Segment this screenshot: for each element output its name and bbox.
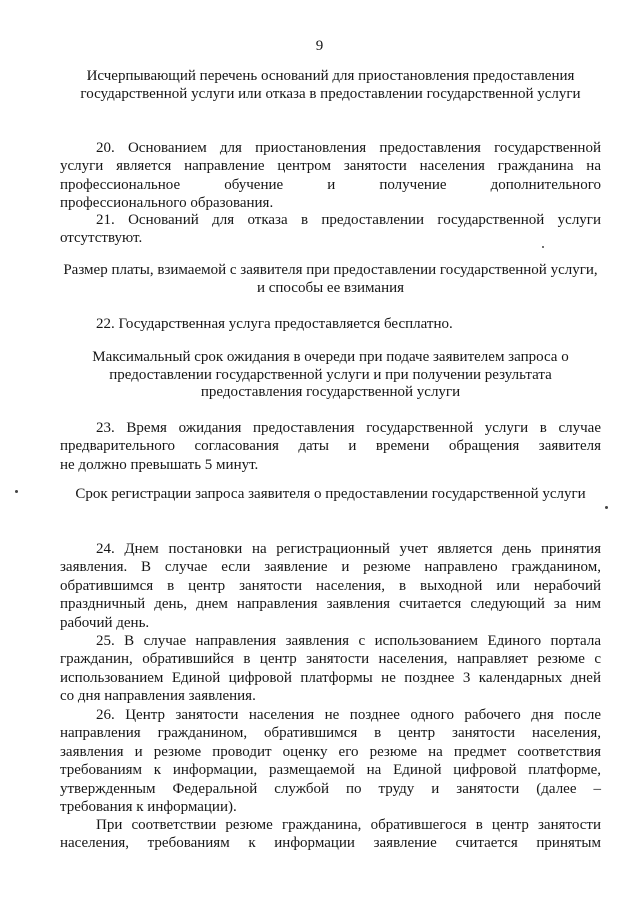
paragraph-22	[96, 315, 601, 333]
scan-speck	[605, 506, 608, 509]
paragraph-25	[60, 632, 601, 706]
paragraph-27-line-2: населения, требованиям к информации заявление считается принятым	[60, 835, 601, 852]
paragraph-27-line-1: При соответствии резюме гражданина, обратившегося в центр занятости	[96, 817, 601, 833]
paragraph-25-line-4: со дня направления заявления.	[60, 688, 256, 705]
paragraph-24-line-2: заявления. В случае если заявление и резюме направлено гражданином,	[60, 559, 601, 576]
paragraph-23-line-2: предварительного согласования даты и времени обращения заявителя	[60, 438, 601, 455]
paragraph-26-line-2: направления гражданином, обратившимся в центр занятости населения,	[60, 725, 601, 742]
paragraph-25-line-1: 25. В случае направления заявления с использованием Единого портала	[96, 633, 601, 649]
paragraph-26-line-3: заявления и резюме проводит оценку его резюме на предмет соответствия	[60, 743, 601, 760]
paragraph-24-line-1: 24. Днем постановки на регистрационный учет является день принятия	[96, 541, 601, 557]
heading-registration-term: Срок регистрации запроса заявителя о предоставлении государственной услуги	[75, 486, 586, 502]
paragraph-24-line-3: обратившимся в центр занятости населения, в выходной или нерабочий	[60, 577, 601, 594]
paragraph-26-line-1: 26. Центр занятости населения не позднее одного рабочего дня после	[96, 707, 601, 723]
paragraph-25-line-3: использованием Единой цифровой платформы не позднее 3 календарных дней	[60, 669, 601, 686]
scan-speck	[15, 490, 18, 493]
heading-suspension-grounds: Исчерпывающий перечень оснований для приостановления предоставления государственной услуги или отказа в предоставлении государственной услуги	[80, 68, 581, 102]
paragraph-24-line-5: рабочий день.	[60, 614, 150, 631]
page-number: 9	[315, 38, 324, 54]
paragraph-21	[60, 211, 601, 248]
paragraph-23-line-1: 23. Время ожидания предоставления государственной услуги в случае	[96, 420, 601, 436]
paragraph-25-line-2: гражданин, обратившийся в центр занятости населения, направляет резюме с	[60, 651, 601, 668]
paragraph-20-line-2: услуги является направление центром занятости населения гражданина на	[60, 158, 601, 175]
paragraph-21-line-2: отсутствуют.	[60, 230, 143, 247]
paragraph-20-line-1: 20. Основанием для приостановления предоставления государственной	[96, 140, 601, 156]
paragraph-26-line-4: требованиям к информации, размещаемой на Единой цифровой платформе,	[60, 762, 601, 779]
paragraph-24	[60, 540, 601, 632]
scan-speck	[542, 246, 544, 248]
paragraph-20-line-3: профессиональное обучение и получение дополнительного	[60, 176, 601, 193]
heading-fee-amount: Размер платы, взимаемой с заявителя при предоставлении государственной услуги, и способы ее взимания	[63, 262, 598, 296]
paragraph-21-line-1: 21. Оснований для отказа в предоставлении государственной услуги	[96, 212, 601, 228]
paragraph-27	[60, 816, 601, 853]
paragraph-26-line-6: требования к информации).	[60, 799, 237, 816]
paragraph-23-line-3: не должно превышать 5 минут.	[60, 456, 259, 473]
paragraph-26	[60, 706, 601, 816]
paragraph-24-line-4: праздничный день, днем направления заявления считается следующий за ним	[60, 596, 601, 613]
paragraph-20	[60, 139, 601, 213]
paragraph-23	[60, 419, 601, 474]
heading-max-wait-time: Максимальный срок ожидания в очереди при подаче заявителем запроса о предоставлении государственной услуги и при получении результата предоставления государственной услуги	[92, 349, 569, 400]
paragraph-20-line-4: профессионального образования.	[60, 195, 274, 212]
paragraph-22-line-1: 22. Государственная услуга предоставляется бесплатно.	[96, 316, 453, 332]
paragraph-26-line-5: утвержденным Федеральной службой по труду и занятости (далее –	[60, 780, 601, 797]
